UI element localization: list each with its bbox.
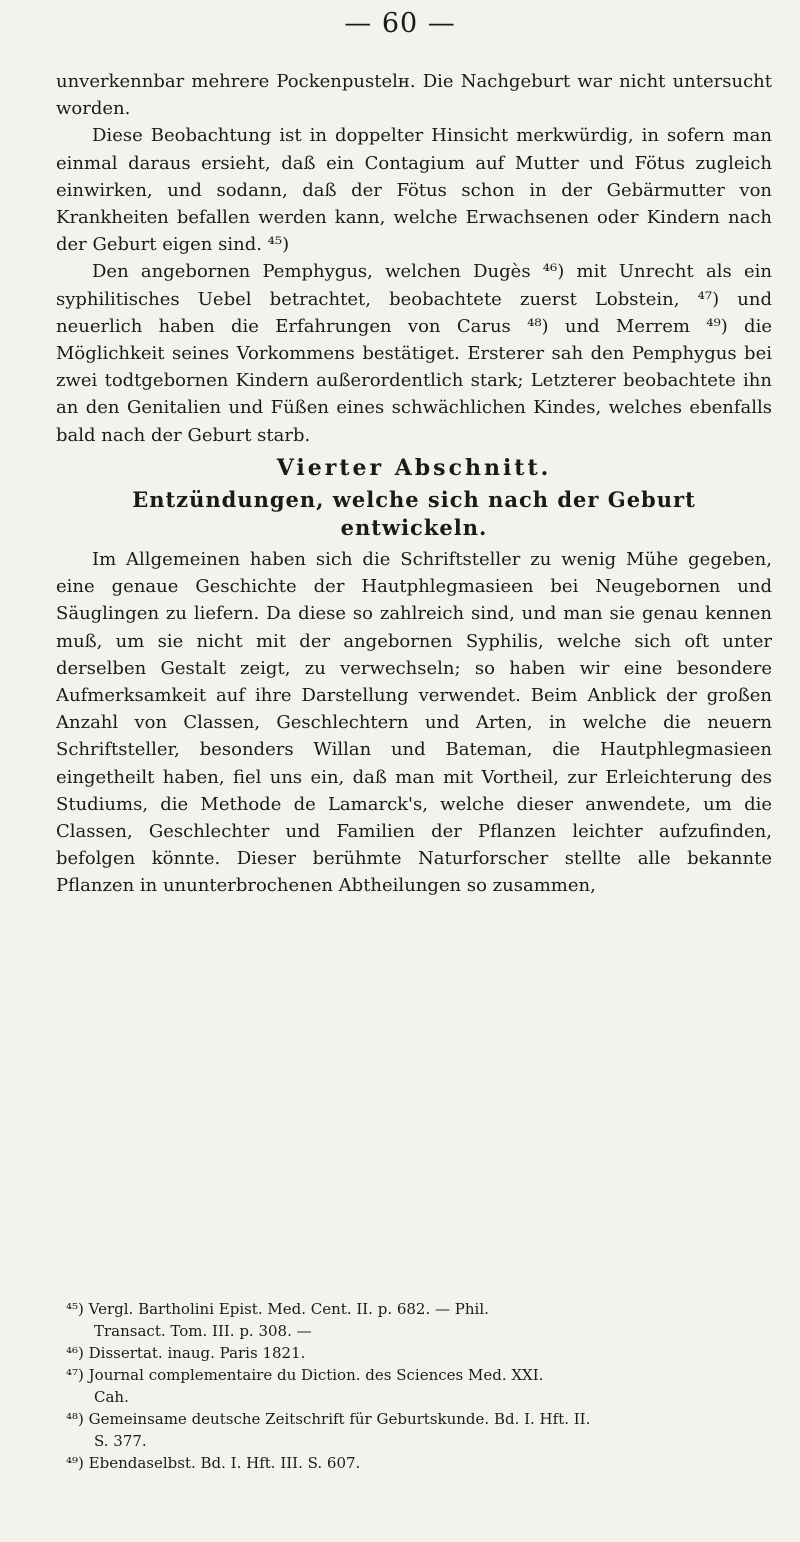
footnote xyxy=(66,1342,766,1364)
paragraph: Im Allgemeinen haben sich die Schriftsteller zu wenig Mühe gegeben, eine genaue Geschichte der Hautphlegmasieen bei Neugebornen und Säuglingen zu liefern. Da diese so zahlreich sind, und man sie genau kennen muß, um sie nicht mit der angebornen Syphilis, welche sich oft unter derselben Gestalt zeigt, zu verwechseln; so haben wir eine besondere Aufmerksamkeit auf ihre Darstellung verwendet. Beim Anblick der großen Anzahl von Classen, Geschlechtern und Arten, in welche die neuern Schriftsteller, besonders Willan und Bateman, die Hautphlegmasieen eingetheilt haben, fiel uns ein, daß man mit Vortheil, zur Erleichterung des Studiums, die Methode de Lamarck's, welche dieser anwendete, um die Classen, Geschlechter und Familien der Pflanzen leichter aufzufinden, befolgen könnte. Dieser berühmte Naturforscher stellte alle bekannte Pflanzen in ununterbrochenen Abtheilungen so zusammen, xyxy=(56,549,772,897)
footnote-text: ⁴⁹) Ebendaselbst. Bd. I. Hft. III. S. 607. xyxy=(66,1454,361,1472)
footnote xyxy=(66,1298,766,1342)
body-text xyxy=(56,68,772,900)
footnote-text: ⁴⁵) Vergl. Bartholini Epist. Med. Cent. II. p. 682. — Phil. xyxy=(66,1300,489,1318)
footnote xyxy=(66,1408,766,1452)
paragraph: Diese Beobachtung ist in doppelter Hinsicht merkwürdig, in sofern man einmal daraus ersieht, daß ein Contagium auf Mutter und Fötus zugleich einwirken, und sodann, daß der Fötus schon in der Gebärmutter von Krankheiten befallen werden kann, welche Erwachsenen oder Kindern nach der Geburt eigen sind. ⁴⁵) xyxy=(56,125,772,256)
footnote xyxy=(66,1452,766,1474)
footnote-continuation: Transact. Tom. III. p. 308. — xyxy=(94,1322,312,1340)
section-title: Entzündungen, welche sich nach der Geburt entwickeln. xyxy=(132,487,696,541)
paragraph: unverkennbar mehrere Pockenpustelн. Die Nachgeburt war nicht untersucht worden. xyxy=(56,71,772,120)
page-number: — 60 — xyxy=(344,8,456,39)
footnote-text: ⁴⁸) Gemeinsame deutsche Zeitschrift für Geburtskunde. Bd. I. Hft. II. xyxy=(66,1410,591,1428)
footnote-text: ⁴⁷) Journal complementaire du Diction. des Sciences Med. XXI. xyxy=(66,1366,544,1384)
footnote-continuation: S. 377. xyxy=(94,1432,147,1450)
section-heading: Vierter Abschnitt. xyxy=(276,454,552,481)
footnote xyxy=(66,1364,766,1408)
footnotes xyxy=(66,1298,766,1474)
paragraph: Den angebornen Pemphygus, welchen Dugès ⁴⁶) mit Unrecht als ein syphilitisches Uebel betrachtet, beobachtete zuerst Lobstein, ⁴⁷) und neuerlich haben die Erfahrungen von Carus ⁴⁸) und Merrem ⁴⁹) die Möglichkeit seines Vorkommens bestätiget. Ersterer sah den Pemphygus bei zwei todtgebornen Kindern außerordentlich stark; Letzterer beobachtete ihn an den Genitalien und Füßen eines schwächlichen Kindes, welches ebenfalls bald nach der Geburt starb. xyxy=(56,261,772,446)
footnote-continuation: Cah. xyxy=(94,1388,129,1406)
footnote-text: ⁴⁶) Dissertat. inaug. Paris 1821. xyxy=(66,1344,306,1362)
